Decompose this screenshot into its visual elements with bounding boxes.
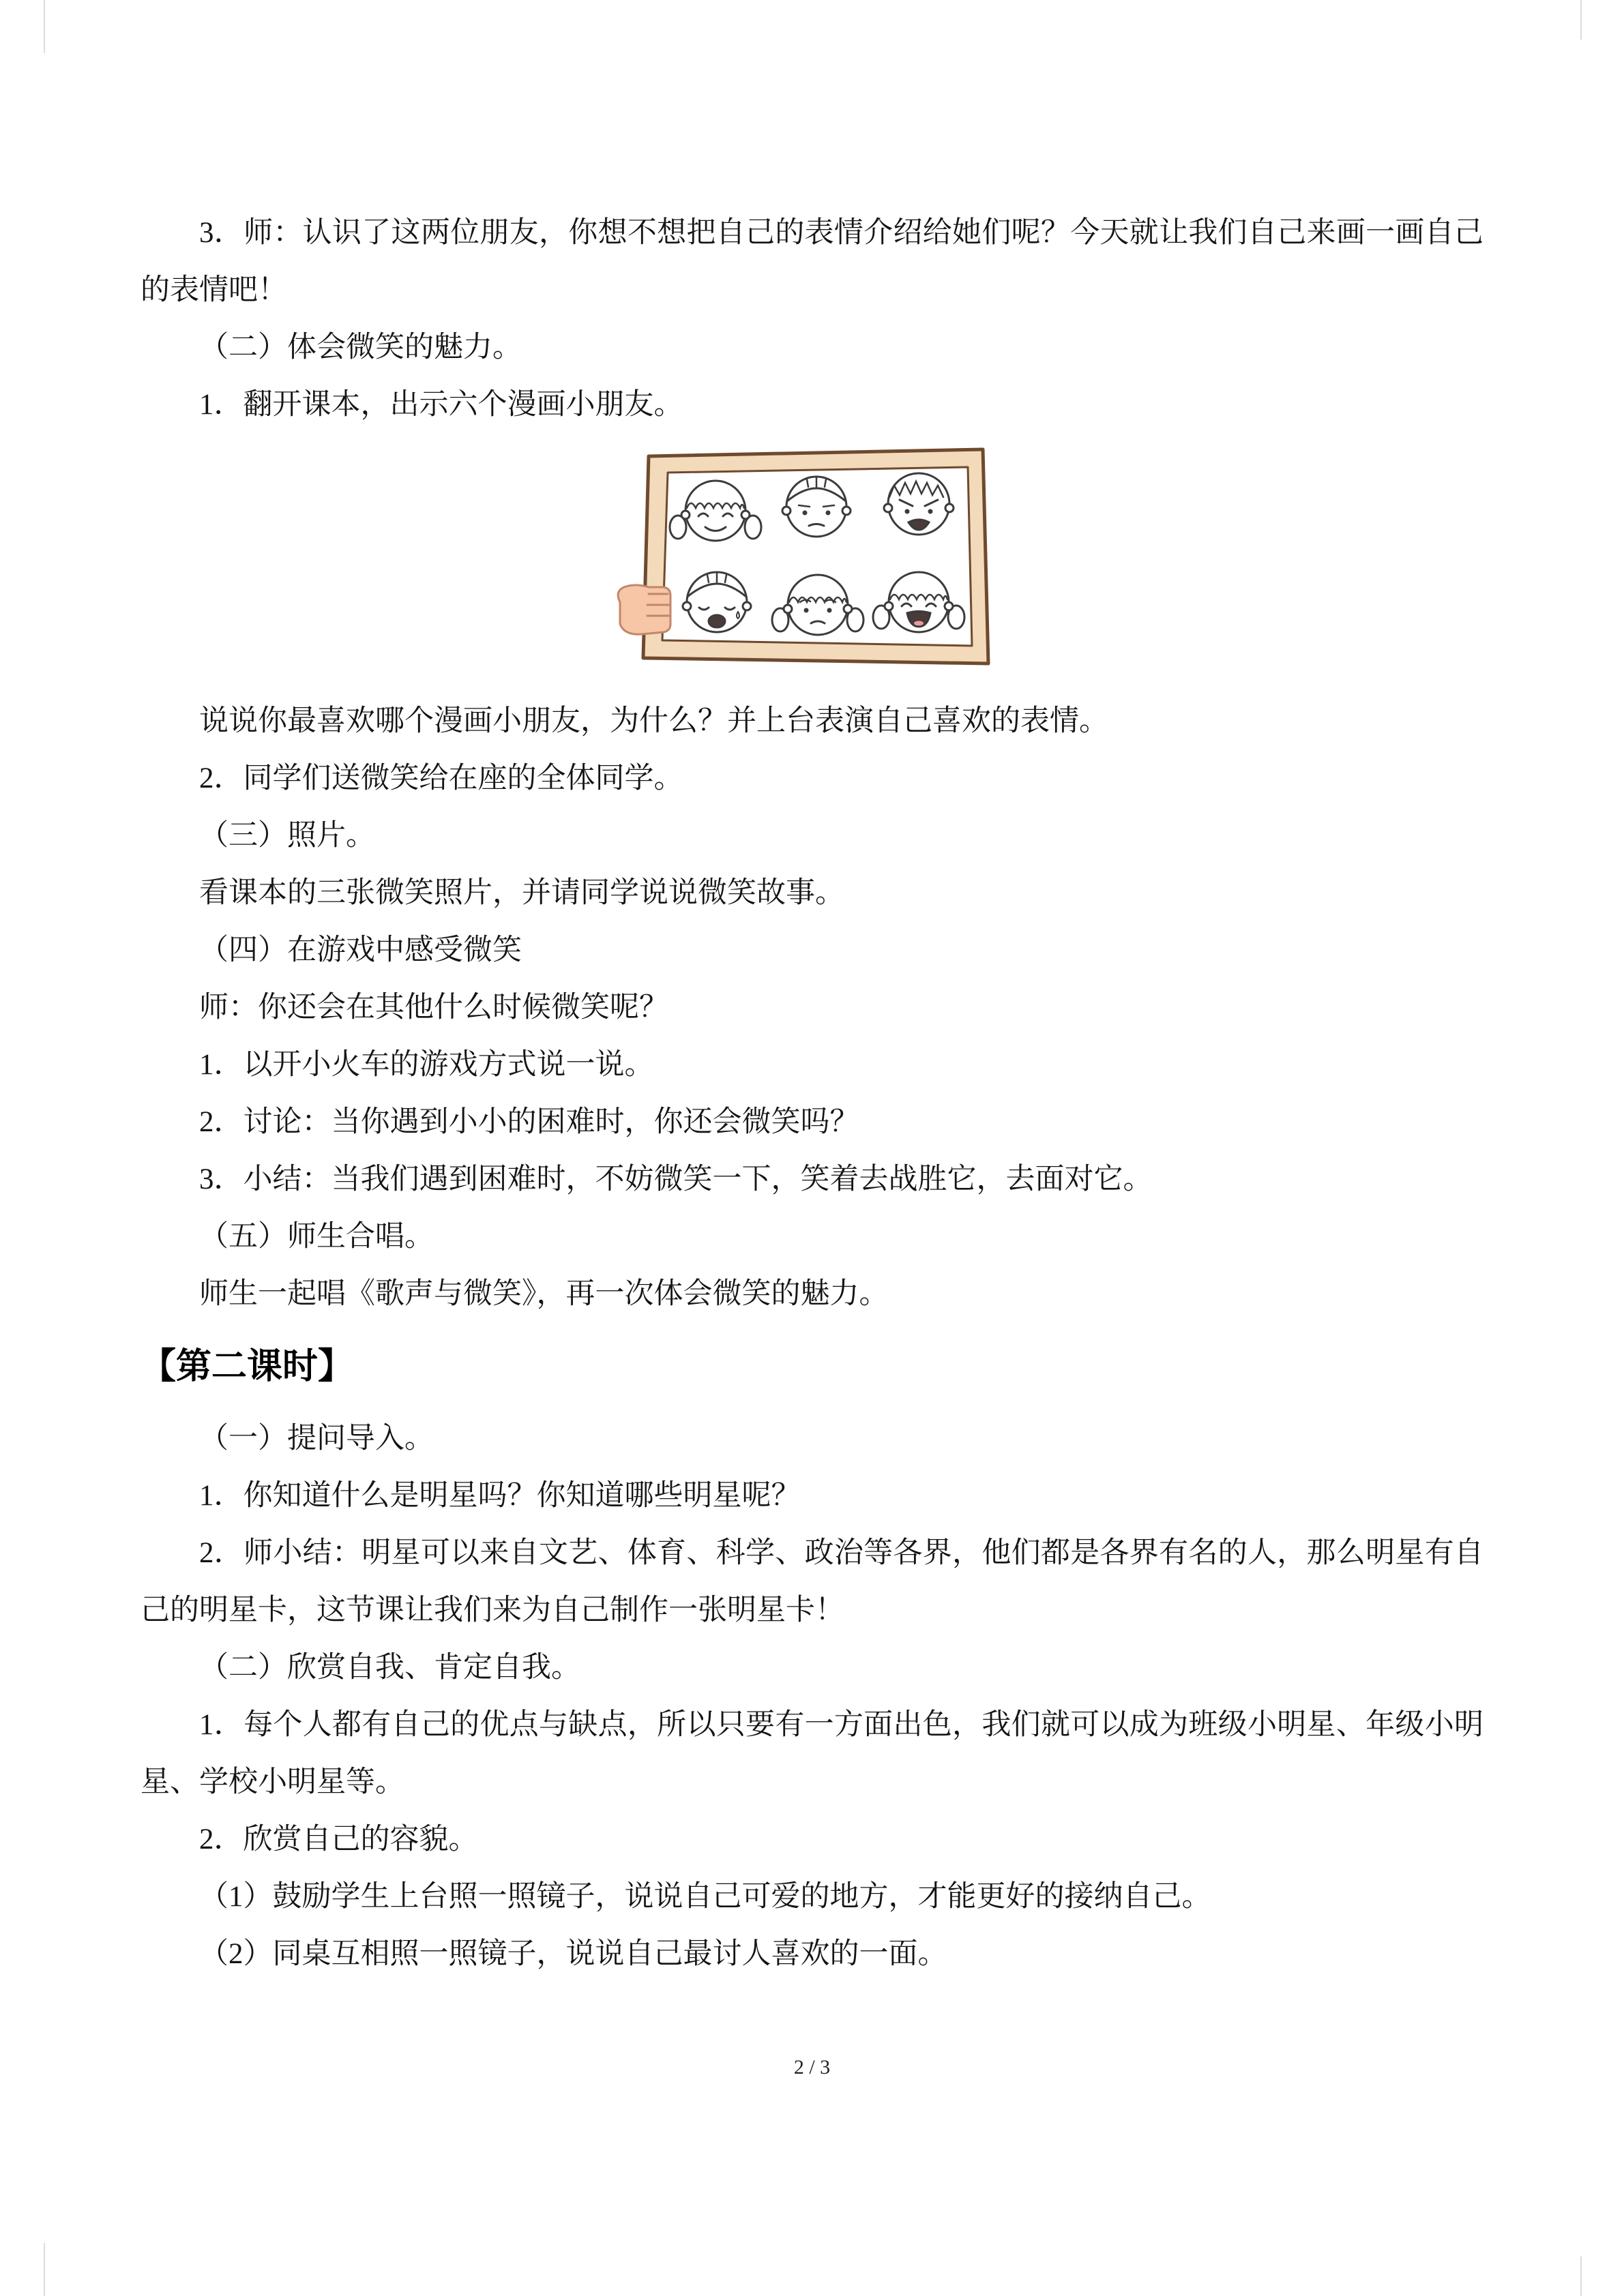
paragraph: 1．翻开课本，出示六个漫画小朋友。 bbox=[199, 389, 683, 421]
paragraph: 3．小结：当我们遇到困难时，不妨微笑一下，笑着去战胜它，去面对它。 bbox=[199, 1163, 1153, 1195]
paragraph: （一）提问导入。 bbox=[199, 1422, 434, 1455]
paragraph: 看课本的三张微笑照片，并请同学说说微笑故事。 bbox=[199, 877, 844, 909]
page-edge-artifact bbox=[1580, 2256, 1582, 2296]
paragraph: 1．以开小火车的游戏方式说一说。 bbox=[199, 1049, 654, 1081]
paragraph: 师：你还会在其他什么时候微笑呢？ bbox=[199, 992, 668, 1024]
page-edge-artifact bbox=[44, 2243, 45, 2296]
paragraph: 1．每个人都有自己的优点与缺点，所以只要有一方面出色，我们就可以成为班级小明星、年级小明星、学校小明星等。 bbox=[141, 1709, 1483, 1798]
paragraph: 2．讨论：当你遇到小小的困难时，你还会微笑吗？ bbox=[199, 1106, 859, 1138]
paragraph: （二）欣赏自我、肯定自我。 bbox=[199, 1652, 580, 1684]
paragraph: 2．师小结：明星可以来自文艺、体育、科学、政治等各界，他们都是各界有名的人，那么明星有自己的明星卡，这节课让我们来为自己制作一张明星卡！ bbox=[141, 1537, 1483, 1626]
section-heading: 【第二课时】 bbox=[141, 1347, 354, 1386]
faces-board-drawing bbox=[615, 444, 1010, 683]
paragraph: 说说你最喜欢哪个漫画小朋友，为什么？并上台表演自己喜欢的表情。 bbox=[199, 705, 1108, 737]
paragraph: 师生一起唱《歌声与微笑》，再一次体会微笑的魅力。 bbox=[199, 1278, 889, 1310]
paragraph: （1）鼓励学生上台照一照镜子，说说自己可爱的地方，才能更好的接纳自己。 bbox=[199, 1881, 1211, 1913]
paragraph: 1．你知道什么是明星吗？你知道哪些明星呢？ bbox=[199, 1480, 801, 1512]
holding-hand-icon bbox=[618, 585, 670, 634]
paragraph: （2）同桌互相照一照镜子，说说自己最讨人喜欢的一面。 bbox=[199, 1938, 947, 1970]
paragraph: （四）在游戏中感受微笑 bbox=[199, 934, 522, 966]
faces-board-illustration bbox=[141, 444, 1483, 683]
page-edge-artifact bbox=[44, 0, 45, 53]
paragraph: 2．欣赏自己的容貌。 bbox=[199, 1823, 478, 1855]
document-content bbox=[141, 205, 1483, 1983]
page-indicator-text: 2 / 3 bbox=[793, 2056, 831, 2078]
page-edge-artifact bbox=[1580, 0, 1582, 40]
paragraph: （三）照片。 bbox=[199, 820, 375, 852]
paragraph: （二）体会微笑的魅力。 bbox=[199, 331, 522, 363]
paragraph: 2．同学们送微笑给在座的全体同学。 bbox=[199, 762, 683, 794]
paragraph: 3．师：认识了这两位朋友，你想不想把自己的表情介绍给她们呢？今天就让我们自己来画一画自己的表情吧！ bbox=[141, 217, 1483, 306]
paragraph: （五）师生合唱。 bbox=[199, 1221, 434, 1253]
page-number bbox=[0, 2056, 1624, 2079]
